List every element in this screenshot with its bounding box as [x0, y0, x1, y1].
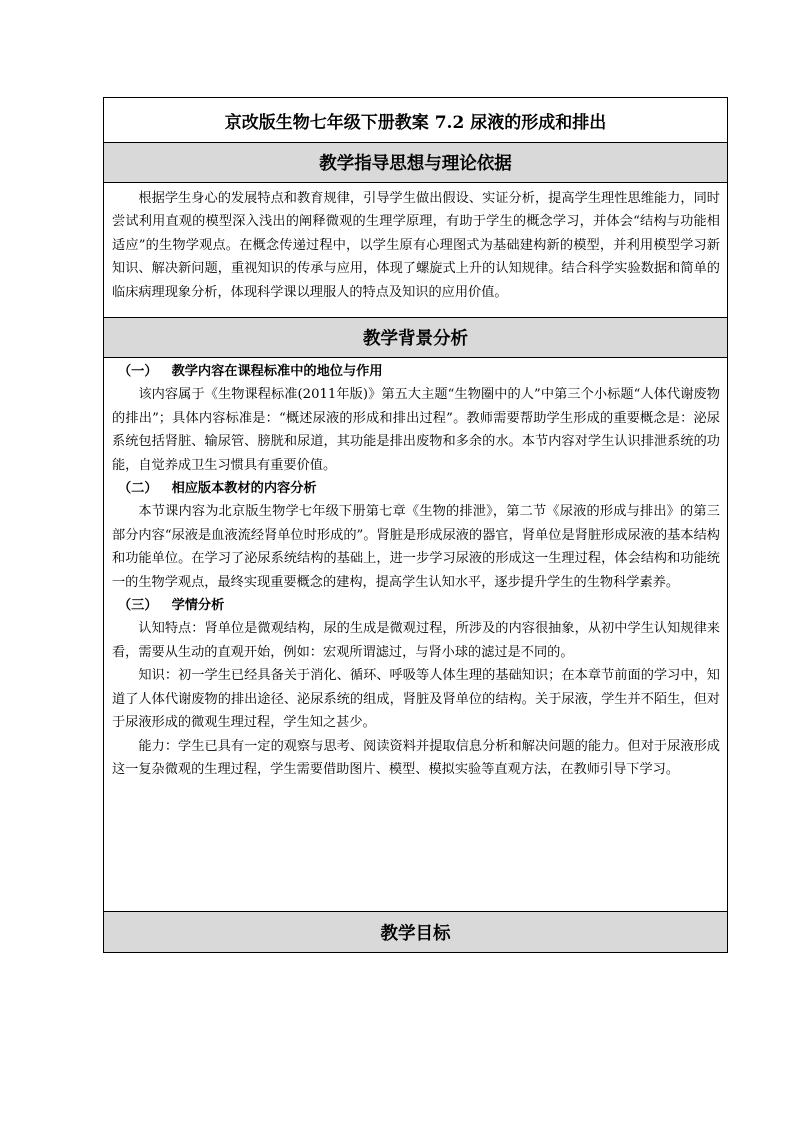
document-title: 京改版生物七年级下册教案 7.2 尿液的形成和排出 — [104, 98, 727, 143]
student-ability-paragraph: 能力：学生已具有一定的观察与思考、阅读资料并提取信息分析和解决问题的能力。但对于尿液形成这一复杂微观的生理过程，学生需要借助图片、模型、模拟实验等直观方法，在教师引导下学习。 — [112, 738, 720, 777]
curriculum-standard-paragraph: 该内容属于《生物课程标准(2011年版)》第五大主题“生物圈中的人”中第三个小标题“人体代谢废物的排出”；具体内容标准是：“概述尿液的形成和排出过程”。教师需要帮助学生形成的重要概念是：泌尿系统包括肾脏、输尿管、膀胱和尿道，其功能是排出废物和多余的水。本节内容对学生认识排泄系统的功能，自觉养成卫生习惯具有重要价值。 — [112, 387, 720, 473]
subheading-curriculum-standard — [112, 360, 720, 383]
student-knowledge-paragraph: 知识：初一学生已经具备关于消化、循环、呼吸等人体生理的基础知识；在本章节前面的学习中，知道了人体代谢废物的排出途径、泌尿系统的组成，肾脏及肾单位的结构。关于尿液，学生并不陌生，但对于尿液形成的微观生理过程，学生知之甚少。 — [112, 668, 720, 731]
section-body-background — [104, 358, 727, 912]
section-heading-objectives: 教学目标 — [104, 912, 727, 952]
subheading-text: 学情分析 — [171, 598, 225, 614]
section-heading-background: 教学背景分析 — [104, 318, 727, 358]
subheading-student-analysis — [112, 594, 720, 617]
student-cognition-paragraph: 认知特点：肾单位是微观结构，尿的生成是微观过程，所涉及的内容很抽象，从初中学生认知规律来看，需要从生动的直观开始，例如：宏观所谓滤过，与肾小球的滤过是不同的。 — [112, 621, 720, 660]
subheading-number: （三） — [118, 598, 158, 614]
section-body-guiding-ideas — [104, 183, 727, 318]
lesson-plan-table — [103, 97, 728, 953]
section-heading-guiding-ideas: 教学指导思想与理论依据 — [104, 143, 727, 183]
subheading-textbook-analysis — [112, 477, 720, 500]
subheading-text: 相应版本教材的内容分析 — [171, 481, 317, 497]
subheading-number: （一） — [118, 364, 158, 379]
subheading-text: 教学内容在课程标准中的地位与作用 — [171, 364, 383, 379]
textbook-analysis-paragraph: 本节课内容为北京版生物学七年级下册第七章《生物的排泄》，第二节《尿液的形成与排出》的第三部分内容“尿液是血液流经肾单位时形成的”。肾脏是形成尿液的器官，肾单位是肾脏形成尿液的基本结构和功能单位。在学习了泌尿系统结构的基础上，进一步学习尿液的形成这一生理过程，体会结构和功能统一的生物学观点，最终实现重要概念的建构，提高学生认知水平，逐步提升学生的生物科学素养。 — [112, 504, 720, 590]
guiding-ideas-paragraph: 根据学生身心的发展特点和教育规律，引导学生做出假设、实证分析，提高学生理性思维能力，同时尝试利用直观的模型深入浅出的阐释微观的生理学原理，有助于学生的概念学习，并体会“结构与功能相适应”的生物学观点。在概念传递过程中，以学生原有心理图式为基础建构新的模型，并利用模型学习新知识、解决新问题，重视知识的传承与应用，体现了螺旋式上升的认知规律。结合科学实验数据和简单的临床病理现象分析，体现科学课以理服人的特点及知识的应用价值。 — [112, 191, 720, 300]
subheading-number: （二） — [118, 481, 158, 497]
